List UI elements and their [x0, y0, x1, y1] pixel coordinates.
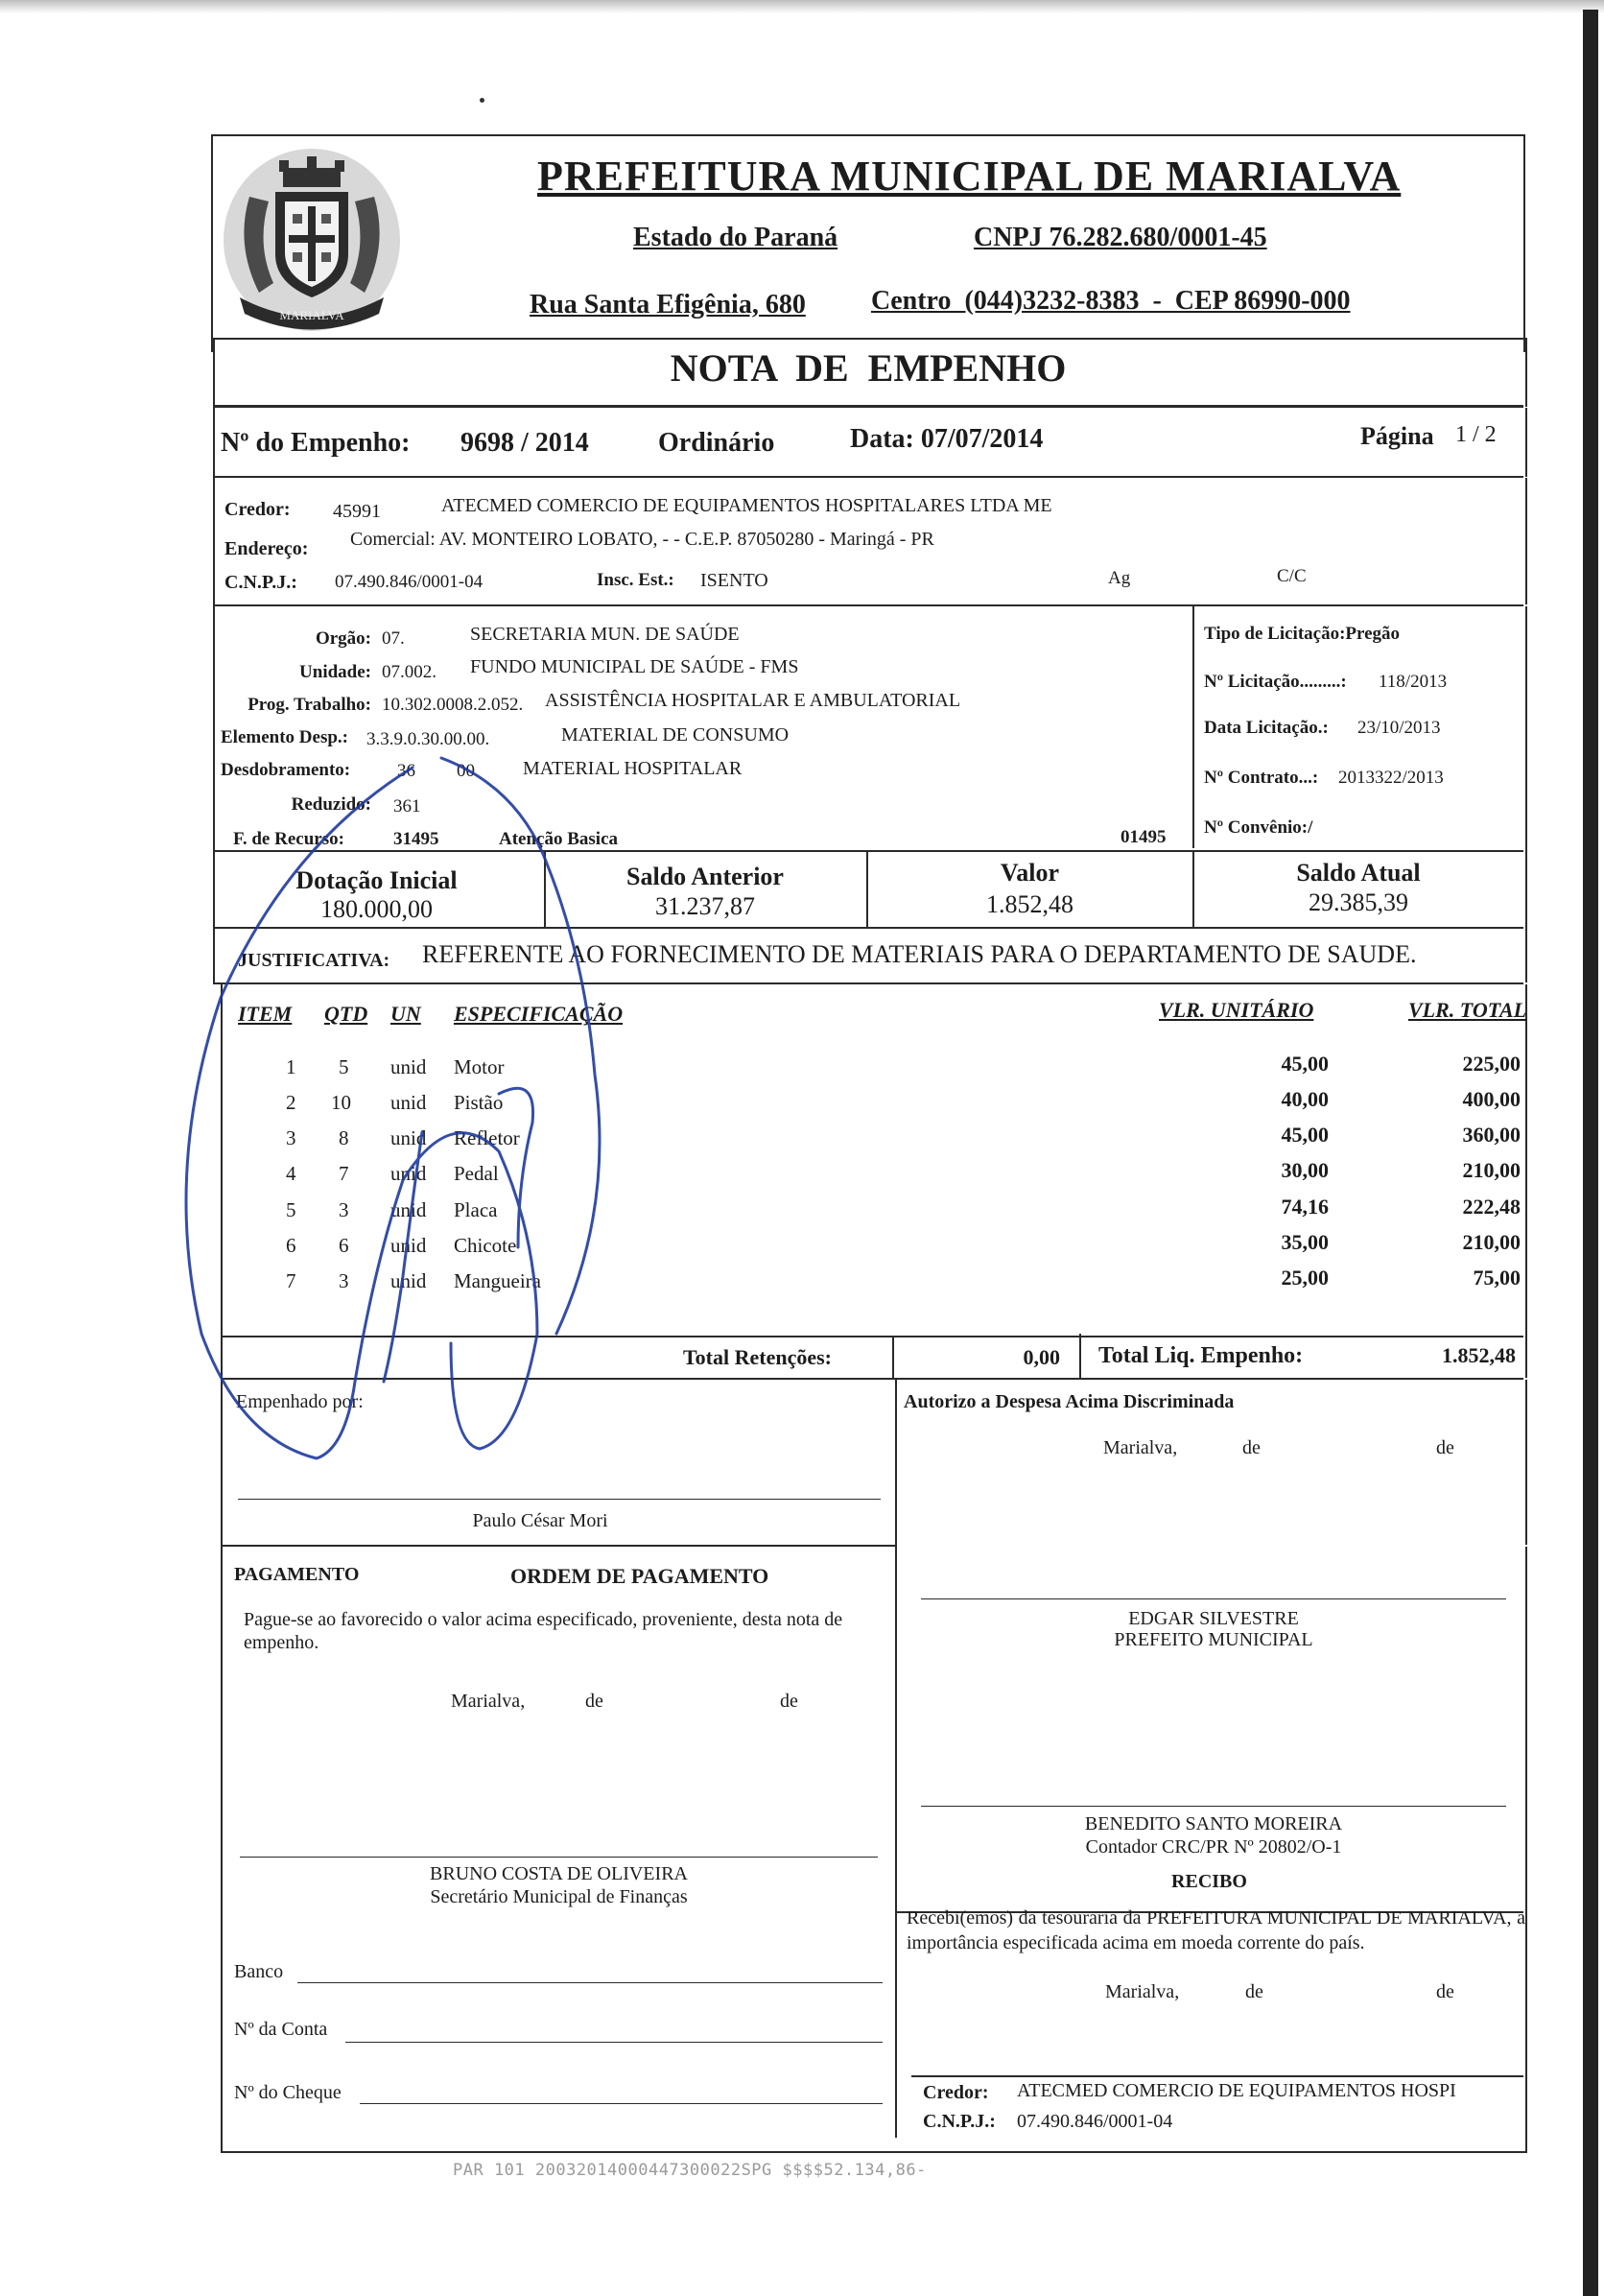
- justificativa-text: REFERENTE AO FORNECIMENTO DE MATERIAIS PARA O DEPARTAMENTO DE SAUDE.: [422, 940, 1417, 968]
- item-unit: unid: [390, 1055, 427, 1078]
- col-unit-value: VLR. UNITÁRIO: [1159, 998, 1314, 1022]
- item-total: 75,00: [1473, 1266, 1521, 1290]
- fonte-code: 01495: [1120, 827, 1167, 847]
- item-number: 3: [286, 1126, 296, 1149]
- empenho-label: Nº do Empenho:: [221, 428, 411, 458]
- licitacao-numero: 118/2013: [1379, 672, 1448, 692]
- saldo-anterior-label: Saldo Anterior: [626, 863, 784, 890]
- unidade-code: 07.002.: [382, 662, 436, 682]
- autorizo-marialva: Marialva,: [1103, 1437, 1178, 1458]
- autorizo-de-2: de: [1436, 1437, 1454, 1458]
- item-number: 4: [286, 1162, 296, 1185]
- prog-name: ASSISTÊNCIA HOSPITALAR E AMBULATORIAL: [545, 690, 961, 711]
- fonte-name: Atenção Basica: [499, 829, 619, 849]
- conta-field[interactable]: [345, 2042, 883, 2043]
- header-title: PREFEITURA MUNICIPAL DE MARIALVA: [537, 153, 1402, 200]
- credor-name: ATECMED COMERCIO DE EQUIPAMENTOS HOSPITALARES LTDA ME: [441, 495, 1052, 516]
- divider: [892, 1337, 894, 1378]
- item-unit-price: 30,00: [1281, 1158, 1329, 1182]
- cheque-label: Nº do Cheque: [234, 2082, 342, 2103]
- elemento-code: 3.3.9.0.30.00.00.: [366, 729, 490, 749]
- contador-nome: BENEDITO SANTO MOREIRA: [1084, 1813, 1343, 1834]
- item-unit-price: 35,00: [1281, 1230, 1329, 1254]
- autorizo-de-1: de: [1242, 1437, 1261, 1458]
- item-spec: Pistão: [454, 1091, 504, 1114]
- page-value: 1 / 2: [1455, 422, 1497, 447]
- item-qty: 3: [339, 1198, 349, 1221]
- prefeito-cargo: PREFEITO MUNICIPAL: [1114, 1629, 1313, 1650]
- item-spec: Placa: [454, 1198, 498, 1221]
- elemento-name: MATERIAL DE CONSUMO: [561, 724, 790, 746]
- pagamento-de-2: de: [780, 1691, 798, 1712]
- liquido-label: Total Liq. Empenho:: [1098, 1343, 1304, 1368]
- empenhado-label: Empenhado por:: [236, 1391, 364, 1412]
- ordem-pagamento: ORDEM DE PAGAMENTO: [510, 1564, 769, 1588]
- item-unit-price: 40,00: [1281, 1087, 1329, 1111]
- dotacao-value: 180.000,00: [320, 895, 433, 923]
- item-qty: 10: [331, 1091, 351, 1114]
- credor-code: 45991: [333, 501, 381, 522]
- contador-cargo: Contador CRC/PR Nº 20802/O-1: [1085, 1836, 1342, 1858]
- signature-line: [240, 1857, 878, 1858]
- banco-field[interactable]: [297, 1982, 883, 1983]
- unidade-label: Unidade:: [299, 662, 371, 682]
- item-spec: Pedal: [454, 1162, 499, 1185]
- saldo-atual-label: Saldo Atual: [1296, 859, 1421, 887]
- desdobramento-label: Desdobramento:: [221, 760, 351, 780]
- item-spec: Refletor: [454, 1126, 520, 1149]
- payment-stamp: PAR 101 20032014000447300022SPG $$$$52.134,86-: [453, 2161, 927, 2180]
- header-state: Estado do Paraná: [633, 223, 838, 252]
- licitacao-data-label: Data Licitação.:: [1204, 718, 1329, 738]
- cheque-field[interactable]: [360, 2103, 883, 2104]
- item-number: 1: [286, 1055, 296, 1078]
- fonte-label: F. de Recurso:: [233, 829, 344, 849]
- secretario-cargo: Secretário Municipal de Finanças: [430, 1886, 688, 1907]
- prog-label: Prog. Trabalho:: [248, 695, 371, 715]
- item-unit: unid: [390, 1162, 427, 1185]
- item-number: 5: [286, 1198, 296, 1221]
- item-unit-price: 45,00: [1281, 1052, 1329, 1076]
- pagamento-label: PAGAMENTO: [234, 1564, 360, 1585]
- col-un: UN: [390, 1002, 421, 1026]
- address-value: Comercial: AV. MONTEIRO LOBATO, - - C.E.P. 87050280 - Maringá - PR: [350, 529, 934, 550]
- scan-speck: [480, 98, 484, 103]
- pagamento-marialva: Marialva,: [451, 1691, 526, 1712]
- licitacao-data: 23/10/2013: [1357, 718, 1441, 738]
- divider: [1079, 1334, 1081, 1378]
- item-unit: unid: [390, 1269, 427, 1292]
- licitacao-numero-label: Nº Licitação.........:: [1204, 672, 1347, 692]
- recibo-de-2: de: [1436, 1981, 1454, 2002]
- item-total: 222,48: [1462, 1195, 1521, 1219]
- justificativa-label: JUSTIFICATIVA:: [238, 950, 390, 971]
- item-unit: unid: [390, 1234, 427, 1257]
- retencoes-value: 0,00: [1023, 1345, 1060, 1369]
- divider: [1192, 852, 1194, 929]
- ag-label: Ag: [1108, 568, 1131, 588]
- recibo-marialva: Marialva,: [1105, 1981, 1180, 2002]
- svg-text:MARIALVA: MARIALVA: [279, 308, 344, 322]
- saldo-anterior-value: 31.237,87: [655, 892, 755, 920]
- signature-line: [921, 1598, 1506, 1599]
- prefeito-nome: EDGAR SILVESTRE: [1128, 1608, 1299, 1629]
- col-qtd: QTD: [324, 1002, 368, 1026]
- item-total: 210,00: [1462, 1158, 1521, 1182]
- signature-line: [238, 1499, 881, 1500]
- liquido-value: 1.852,48: [1442, 1343, 1516, 1367]
- doc-title: NOTA DE EMPENHO: [670, 346, 1067, 390]
- orgao-name: SECRETARIA MUN. DE SAÚDE: [470, 624, 740, 645]
- item-unit-price: 45,00: [1281, 1123, 1329, 1147]
- retencoes-label: Total Retenções:: [683, 1345, 832, 1369]
- contrato-label: Nº Contrato...:: [1204, 768, 1319, 788]
- col-spec: ESPECIFICAÇÃO: [454, 1002, 624, 1026]
- item-number: 6: [286, 1234, 296, 1257]
- item-number: 2: [286, 1091, 296, 1114]
- desdobramento-name: MATERIAL HOSPITALAR: [523, 758, 743, 779]
- elemento-label: Elemento Desp.:: [221, 727, 348, 747]
- item-number: 7: [286, 1269, 296, 1292]
- prog-code: 10.302.0008.2.052.: [382, 695, 524, 715]
- divider: [866, 852, 868, 929]
- saldo-atual-value: 29.385,39: [1309, 888, 1408, 916]
- item-unit-price: 25,00: [1281, 1266, 1329, 1290]
- divider: [544, 852, 546, 929]
- empenho-type: Ordinário: [658, 428, 775, 458]
- pagamento-de-1: de: [585, 1691, 603, 1712]
- item-spec: Motor: [454, 1055, 505, 1078]
- licitacao-tipo: Tipo de Licitação:Pregão: [1204, 624, 1401, 644]
- desdobramento-sub: 00: [457, 761, 475, 781]
- autorizo-text: Autorizo a Despesa Acima Discriminada: [904, 1391, 1235, 1412]
- item-unit: unid: [390, 1091, 427, 1114]
- pagamento-texto: Pague-se ao favorecido o valor acima especificado, proveniente, desta nota de empenho.: [244, 1609, 843, 1653]
- item-qty: 3: [339, 1269, 349, 1292]
- recibo-de-1: de: [1245, 1981, 1263, 2002]
- item-qty: 6: [339, 1234, 349, 1257]
- empenho-date: Data: 07/07/2014: [850, 424, 1044, 454]
- recibo-texto: Recebi(emos) da tesouraria da PREFEITURA MUNICIPAL DE MARIALVA, a importância especificada acima em moeda corrente do país.: [907, 1907, 1525, 1953]
- divider: [911, 2075, 1523, 2077]
- header-cnpj: CNPJ 76.282.680/0001-45: [974, 223, 1267, 252]
- conta-label: Nº da Conta: [234, 2019, 328, 2040]
- recibo-credor-label: Credor:: [923, 2082, 989, 2103]
- insc-label: Insc. Est.:: [597, 570, 674, 590]
- scan-edge-right: [1583, 10, 1598, 2296]
- item-total: 400,00: [1462, 1087, 1521, 1111]
- empenhado-nome: Paulo César Mori: [472, 1510, 608, 1531]
- fonte-value: 31495: [393, 829, 439, 849]
- header-street: Rua Santa Efigênia, 680: [530, 290, 806, 320]
- recibo-credor: ATECMED COMERCIO DE EQUIPAMENTOS HOSPI: [1017, 2080, 1456, 2101]
- credor-label: Credor:: [224, 499, 291, 520]
- dotacao-label: Dotação Inicial: [295, 866, 458, 894]
- recibo-cnpj: 07.490.846/0001-04: [1017, 2111, 1173, 2132]
- col-item: ITEM: [238, 1002, 293, 1026]
- banco-label: Banco: [234, 1961, 284, 1982]
- reduzido-value: 361: [393, 796, 421, 817]
- cc-label: C/C: [1277, 566, 1307, 586]
- recibo-label: RECIBO: [1171, 1871, 1247, 1892]
- insc-value: ISENTO: [700, 570, 768, 591]
- orgao-label: Orgão:: [315, 628, 371, 649]
- item-qty: 8: [339, 1126, 349, 1149]
- item-total: 360,00: [1462, 1123, 1521, 1147]
- cnpj-label: C.N.P.J.:: [224, 572, 297, 593]
- signature-line: [921, 1806, 1506, 1807]
- header-contact: Centro (044)3232-8383 - CEP 86990-000: [871, 286, 1351, 316]
- empenho-number: 9698 / 2014: [460, 428, 589, 458]
- convenio-label: Nº Convênio:/: [1204, 817, 1313, 838]
- totals-box: [221, 1337, 1527, 1378]
- item-spec: Chicote: [454, 1234, 517, 1257]
- item-unit: unid: [390, 1126, 427, 1149]
- valor-value: 1.852,48: [986, 890, 1073, 918]
- col-total-value: VLR. TOTAL: [1408, 998, 1527, 1022]
- desdobramento-code: 36: [397, 761, 415, 781]
- unidade-name: FUNDO MUNICIPAL DE SAÚDE - FMS: [470, 656, 799, 677]
- contrato-value: 2013322/2013: [1338, 768, 1444, 788]
- municipal-crest-icon: [216, 139, 408, 341]
- item-unit-price: 74,16: [1281, 1195, 1329, 1219]
- reduzido-label: Reduzido:: [291, 794, 371, 815]
- orgao-code: 07.: [382, 628, 405, 649]
- valor-label: Valor: [1000, 859, 1060, 887]
- recibo-cnpj-label: C.N.P.J.:: [923, 2111, 996, 2132]
- address-label: Endereço:: [224, 538, 309, 559]
- item-qty: 7: [339, 1162, 349, 1185]
- item-total: 210,00: [1462, 1230, 1521, 1254]
- divider: [1192, 606, 1194, 848]
- item-spec: Mangueira: [454, 1269, 541, 1292]
- secretario-nome: BRUNO COSTA DE OLIVEIRA: [430, 1863, 688, 1884]
- item-qty: 5: [339, 1055, 349, 1078]
- page-label: Página: [1360, 422, 1434, 450]
- item-unit: unid: [390, 1198, 427, 1221]
- cnpj-value: 07.490.846/0001-04: [335, 572, 484, 592]
- scan-edge-top: [0, 0, 1604, 13]
- item-total: 225,00: [1462, 1052, 1521, 1076]
